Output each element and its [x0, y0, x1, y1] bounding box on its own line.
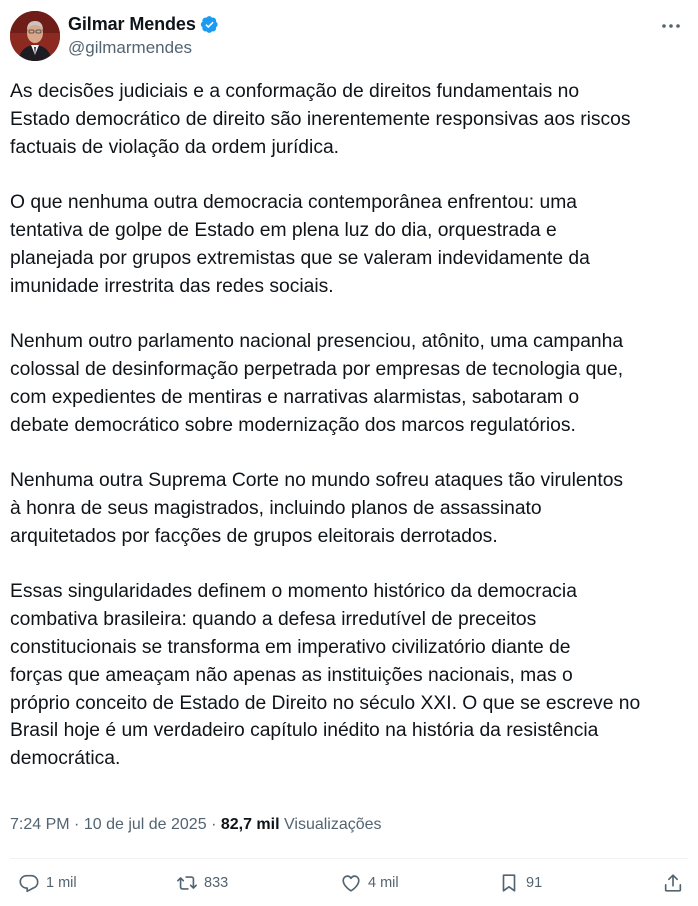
heart-icon [340, 872, 362, 894]
like-count: 4 mil [368, 875, 399, 891]
tweet-date[interactable]: 10 de jul de 2025 [83, 816, 207, 833]
reply-icon [18, 872, 40, 894]
tweet-time[interactable]: 7:24 PM [10, 816, 70, 833]
tweet-paragraph: As decisões judiciais e a conformação de direitos fundamentais no Estado democrático de direito são inerentemente responsivas aos riscos factuais de violação da ordem jurídica. [10, 81, 631, 158]
tweet-paragraph: O que nenhuma outra democracia contemporânea enfrentou: uma tentativa de golpe de Estado em plena luz do dia, orquestrada e planejada por grupos extremistas que se valeram indevidamente da imunidade irrestrita das redes sociais. [10, 192, 590, 297]
tweet-paragraph: Nenhum outro parlamento nacional presenciou, atônito, uma campanha colossal de desinformação perpetrada por empresas de tecnologia que, com expedientes de mentiras e narrativas alarmistas, sabotaram o debate democrático sobre modernização dos marcos regulatórios. [10, 331, 624, 436]
share-icon [662, 872, 684, 894]
divider [10, 858, 688, 859]
bookmark-button[interactable] [498, 872, 542, 894]
profile-photo [10, 11, 60, 61]
views-count: 82,7 mil [220, 816, 280, 833]
share-button[interactable] [662, 872, 690, 894]
handle[interactable]: @gilmarmendes [68, 38, 193, 57]
avatar[interactable] [10, 11, 60, 61]
meta-separator: · [74, 816, 80, 833]
reply-count: 1 mil [46, 875, 77, 891]
verified-badge-icon [200, 15, 219, 34]
action-bar [10, 872, 690, 902]
tweet-paragraph: Nenhuma outra Suprema Corte no mundo sofreu ataques tão virulentos à honra de seus magistrados, incluindo planos de assassinato arquitetados por facções de grupos eleitorais derrotados. [10, 470, 624, 547]
views-label: Visualizações [284, 816, 382, 833]
like-button[interactable] [340, 872, 399, 894]
bookmark-count: 91 [526, 875, 543, 891]
tweet-meta [10, 816, 382, 834]
tweet-text [10, 78, 692, 773]
more-icon[interactable] [660, 17, 682, 25]
retweet-count: 833 [204, 875, 229, 891]
tweet-header [10, 11, 688, 63]
reply-button[interactable] [18, 872, 77, 894]
retweet-button[interactable] [176, 872, 228, 894]
author-block [68, 13, 219, 58]
bookmark-icon [498, 872, 520, 894]
meta-separator: · [211, 816, 217, 833]
name-row [68, 13, 219, 35]
retweet-icon [176, 872, 198, 894]
display-name[interactable]: Gilmar Mendes [68, 13, 196, 34]
tweet-paragraph: Essas singularidades definem o momento histórico da democracia combativa brasileira: quando a defesa irredutível de preceitos constitucionais se transforma em imperativo civilizatório diante de forças que ameaçam não apenas as instituições nacionais, mas o próprio conceito de Estado de Direito no século XXI. O que se escreve no Brasil hoje é um verdadeiro capítulo inédito na história da resistência democrática. [10, 581, 641, 770]
